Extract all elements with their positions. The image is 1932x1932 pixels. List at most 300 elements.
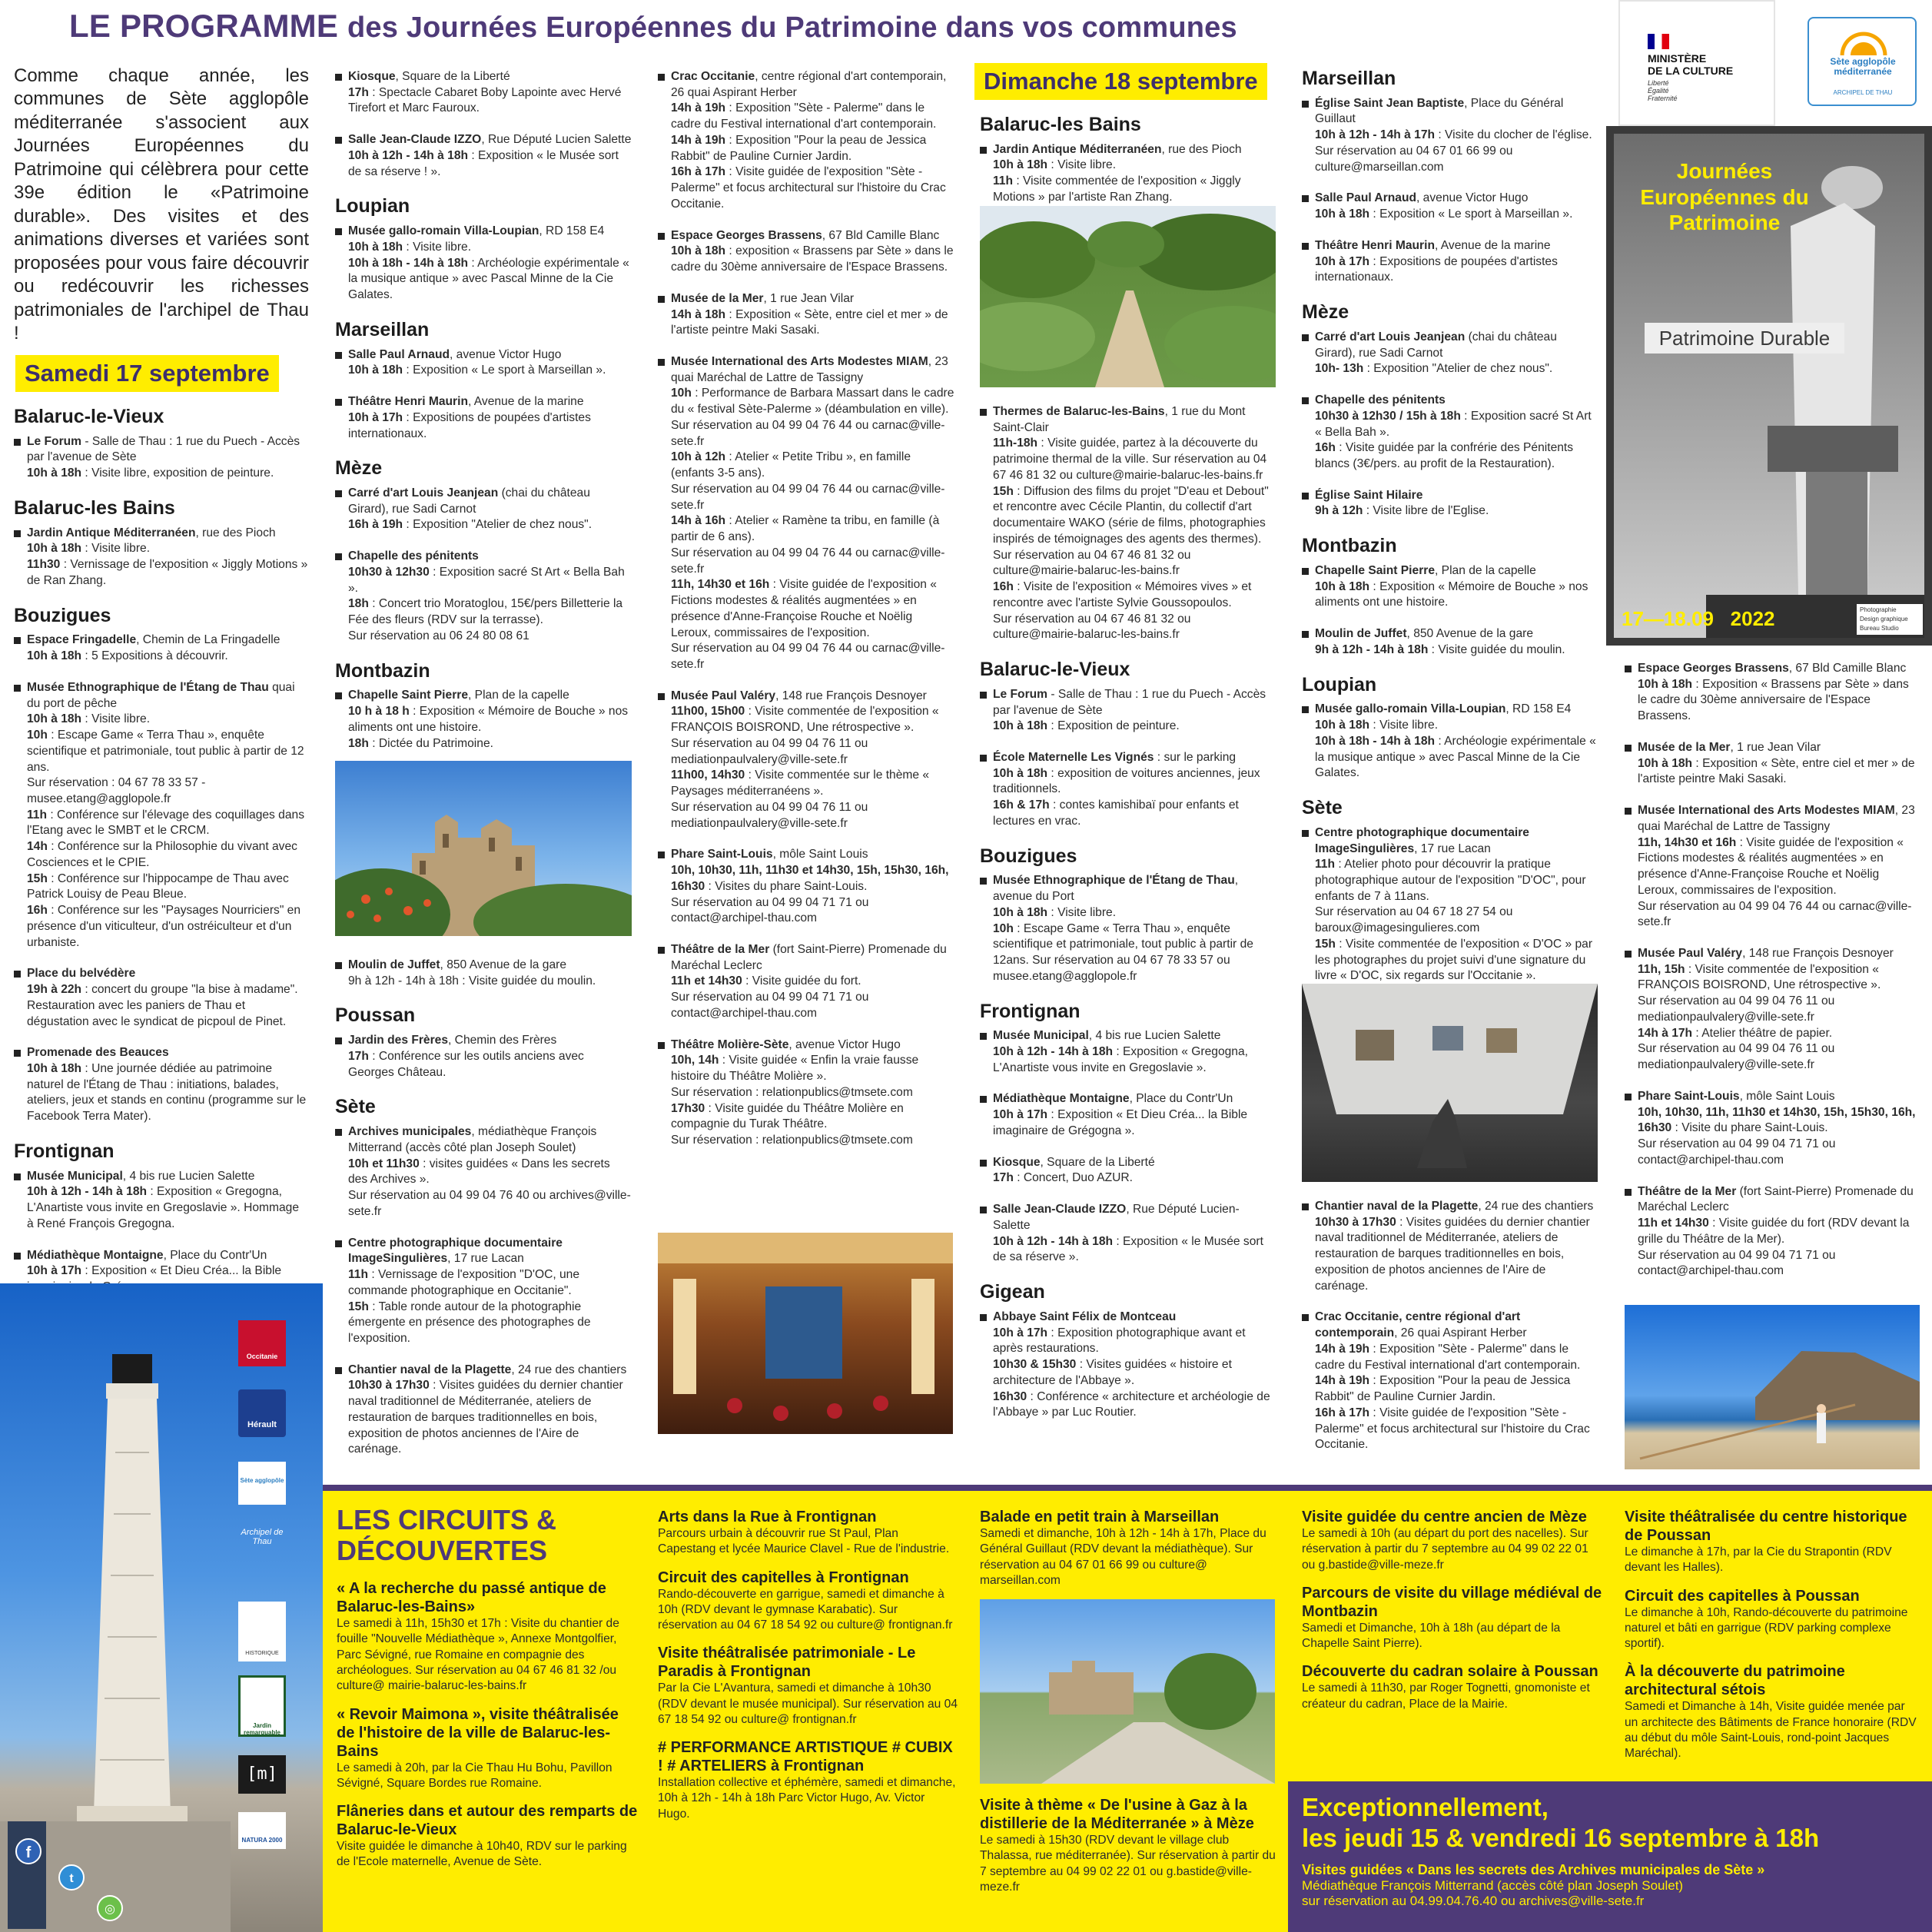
- schedule-line: [993, 1326, 1276, 1357]
- schedule-time: 10h: [993, 921, 1014, 935]
- program-entry: [335, 958, 632, 989]
- schedule-time: 17h: [348, 1049, 369, 1063]
- schedule-line: [348, 410, 632, 442]
- venue-name: Théâtre Molière-Sète: [671, 1037, 789, 1051]
- schedule-time: 18h: [348, 736, 369, 750]
- poster-subtitle-box: [1645, 323, 1844, 354]
- circuits-col-1: [337, 1505, 638, 1881]
- schedule-line: [348, 1378, 632, 1458]
- schedule-time: 10 h à 18 h: [348, 705, 410, 719]
- venue-name: Musée Municipal: [27, 1169, 123, 1183]
- schedule-time: 10h30 & 15h30: [993, 1358, 1077, 1372]
- schedule-text: : Visite de l'exposition « Mémoires vives » et rencontre avec l'artiste Sylvie Goussopoulos.: [993, 580, 1252, 609]
- schedule-time: 17h: [993, 1171, 1014, 1185]
- circuit-body: Installation collective et éphémère, samedi et dimanche, 10h à 12h - 14h à 18h Parc Victor Hugo, Av. Victor Hugo.: [658, 1776, 956, 1821]
- schedule-time: 10h à 17h: [993, 1108, 1048, 1122]
- day2-label: Dimanche 18 septembre: [974, 63, 1267, 100]
- venue-name: Musée gallo-romain Villa-Loupian: [348, 224, 539, 238]
- schedule-line: [27, 649, 309, 665]
- schedule-time: 16h à 17h: [1315, 1406, 1370, 1419]
- venue-address: , 67 Bld Camille Blanc: [822, 228, 940, 242]
- venue-address: , Place du Contr'Un: [1129, 1092, 1233, 1106]
- venue-address: , 148 rue François Desnoyer: [775, 689, 927, 702]
- schedule-line: [348, 363, 632, 379]
- schedule-time: 10h30 à 17h30: [348, 1379, 430, 1393]
- schedule-time: 10h à 17h: [348, 410, 403, 424]
- schedule-line: [1315, 857, 1598, 905]
- schedule-text: : Expositions de poupées d'artistes internationaux.: [1315, 254, 1558, 284]
- schedule-text: : visites guidées « Dans les secrets des Archives ».: [348, 1157, 610, 1187]
- schedule-text: : Exposition « Sète, entre ciel et mer » de l'artiste peintre Maki Sasaki.: [1638, 756, 1915, 786]
- schedule-time: 10h à 18h: [27, 466, 82, 480]
- schedule-line: [1315, 361, 1598, 377]
- venue-address: , Place du Contr'Un: [163, 1248, 267, 1262]
- circuit-title: Flâneries dans et autour des remparts de Balaruc-le-Vieux: [337, 1803, 638, 1839]
- circuit-body: Le samedi à 15h30 (RDV devant le village club Thalassa, rue méditerranée). Sur réservation à partir du 7 septembre au 04 99 02 22 01 ou g.bastide@ville-meze.fr: [980, 1834, 1276, 1894]
- venue-address: , rue des Pioch: [1161, 142, 1242, 156]
- photo-ruins: [980, 1599, 1275, 1784]
- exceptional-line1: Médiathèque François Mitterrand (accès côté plan Joseph Soulet): [1302, 1878, 1684, 1894]
- schedule-text: Sur réservation : relationpublics@tmsete.com: [671, 1085, 913, 1099]
- schedule-line: [1638, 1216, 1920, 1247]
- ministry-line2: DE LA CULTURE: [1648, 65, 1734, 77]
- schedule-text: : Exposition "Pour la peau de Jessica Rabbit" de Pauline Curnier Jardin.: [671, 133, 927, 163]
- schedule-time: 16h à 19h: [348, 518, 403, 532]
- venue-address: , avenue Victor Hugo: [788, 1037, 901, 1051]
- schedule-text: : Visite guidée de l'exposition « Fictions modestes & réalités augmentées » en présence d'Anne-Françoise Rouche et Noëlig Leroux, commissaires de l'exposition.: [1638, 835, 1904, 897]
- herault-logo: Hérault: [238, 1389, 286, 1437]
- schedule-line: [348, 256, 632, 304]
- town-name: Marseillan: [335, 318, 430, 340]
- schedule-line: [993, 436, 1276, 483]
- venue-name: Chapelle des pénitents: [348, 549, 479, 563]
- schedule-text: : Exposition « le Musée sort de sa réserve ».: [993, 1234, 1263, 1264]
- schedule-text: : Visite libre, exposition de peinture.: [81, 466, 274, 480]
- schedule-text: : Exposition "Atelier de chez nous".: [1363, 362, 1553, 376]
- program-entry: [980, 404, 1276, 643]
- schedule-text: : Atelier « Petite Tribu », en famille (enfants 3-5 ans).: [671, 450, 911, 480]
- circuit-title: Visite guidée du centre ancien de Mèze: [1302, 1509, 1587, 1525]
- schedule-time: 14h: [27, 840, 48, 854]
- schedule-line: [1315, 718, 1598, 734]
- schedule-line: [993, 579, 1276, 611]
- poster-credit3: Bureau Studio: [1860, 625, 1899, 632]
- town-name: Balaruc-le-Vieux: [980, 659, 1130, 681]
- circuit-title: Arts dans la Rue à Frontignan: [658, 1509, 877, 1525]
- schedule-time: 9h à 12h - 14h à 18h: [1315, 642, 1429, 656]
- col-6: [1625, 655, 1920, 1295]
- schedule-line: [671, 164, 954, 212]
- program-entry: [14, 1045, 309, 1125]
- schedule-time: 10h30 à 12h30 / 15h à 18h: [1315, 409, 1461, 423]
- schedule-text: : contes kamishibaï pour enfants et lectures en vrac.: [993, 798, 1239, 828]
- circuit-title: # PERFORMANCE ARTISTIQUE # CUBIX ! # ARTELIERS à Frontignan: [658, 1739, 953, 1775]
- program-entry: [658, 689, 954, 832]
- ruins-illustration: [980, 1599, 1275, 1784]
- schedule-time: 10h à 17h: [27, 1264, 82, 1278]
- day1-label: Samedi 17 septembre: [15, 355, 279, 392]
- schedule-text: : Concert trio Moratoglou, 15€/pers Billetterie la Fée des fleurs (RDV sur la terrasse).: [348, 597, 623, 627]
- ministry-motto1: Liberté: [1648, 79, 1669, 87]
- venue-address: , Plan de la capelle: [1435, 563, 1536, 577]
- venue-address: , 1 rue Jean Vilar: [1730, 740, 1821, 754]
- venue-name: Salle Jean-Claude IZZO: [348, 133, 482, 147]
- schedule-line: [27, 839, 309, 871]
- photo-theatre: [658, 1233, 953, 1434]
- schedule-line: [348, 240, 632, 256]
- venue-address: , Square de la Liberté: [395, 70, 510, 83]
- circuit-title: Circuit des capitelles à Poussan: [1625, 1587, 1860, 1605]
- program-entry: [1302, 191, 1598, 222]
- schedule-time: 11h, 14h30 et 16h: [671, 578, 770, 592]
- schedule-time: 14h à 19h: [1315, 1342, 1370, 1356]
- schedule-time: 15h: [993, 484, 1014, 498]
- schedule-time: 11h-18h: [993, 437, 1038, 450]
- program-entry: [14, 632, 309, 664]
- schedule-line: [1315, 937, 1598, 984]
- schedule-text: : Visite guidée de l'exposition "Sète - Palerme" et focus architectural sur l'histoire du Crac Occitanie.: [671, 165, 946, 211]
- schedule-time: 10h à 18h: [1315, 719, 1370, 732]
- schedule-text: Sur réservation : 04 67 78 33 57 - musee.etang@agglopole.fr: [27, 776, 206, 805]
- col-5a: [1302, 68, 1598, 1000]
- schedule-time: 19h à 22h: [27, 983, 82, 997]
- circuit-body: Parcours urbain à découvrir rue St Paul, Plan Capestang et lycée Maurice Clavel - Rue de l'industrie.: [658, 1527, 950, 1556]
- schedule-time: 11h: [27, 808, 48, 822]
- schedule-time: 15h: [348, 1300, 369, 1313]
- venue-name: Théâtre de la Mer: [1638, 1184, 1737, 1198]
- town-name: Sète: [335, 1096, 376, 1118]
- schedule-time: 10h à 17h: [993, 1326, 1048, 1339]
- schedule-line: [1315, 254, 1598, 286]
- page-title: [69, 8, 1237, 45]
- schedule-line: [993, 484, 1276, 548]
- schedule-text: : Visites guidées du dernier chantier naval traditionnel de Méditerranée, ateliers de restauration de barques traditionnelles en bois, exposition de photos anciennes de l'Aire de carénage.: [348, 1379, 623, 1456]
- schedule-line: [348, 704, 632, 735]
- schedule-line: [1638, 1105, 1920, 1137]
- schedule-line: [1315, 1342, 1598, 1373]
- agglo-sub: ARCHIPEL DE THAU: [1833, 89, 1893, 96]
- venue-name: Chantier naval de la Plagette: [1315, 1200, 1479, 1213]
- venue-name: Chapelle Saint Pierre: [1315, 563, 1435, 577]
- schedule-line: [671, 990, 954, 1021]
- schedule-text: : Exposition "Sète - Palerme" dans le cadre du Festival international d'art contemporain.: [1315, 1342, 1581, 1372]
- schedule-text: : Visites du phare Saint-Louis.: [705, 879, 868, 893]
- schedule-time: 17h: [348, 85, 369, 99]
- day1-box: [15, 355, 279, 392]
- program-entry: [980, 873, 1276, 984]
- program-entry: [658, 69, 954, 213]
- musee-logo: [m]: [238, 1755, 286, 1794]
- facebook-icon[interactable]: f: [15, 1838, 41, 1864]
- schedule-text: : concert du groupe "la bise à madame". Restauration avec les paniers de Thau et dégustation avec le syndicat de picpoul de Pinet.: [27, 983, 298, 1028]
- venue-name: Centre photographique documentaire ImageSingulières: [1315, 825, 1529, 855]
- schedule-line: [671, 482, 954, 513]
- schedule-line: [993, 1234, 1276, 1266]
- program-entry: [658, 847, 954, 927]
- circuit-body: Visite guidée le dimanche à 10h40, RDV sur le parking de l'Ecole maternelle, Avenue de Sète.: [337, 1840, 627, 1869]
- schedule-text: Sur réservation au 04 67 46 81 32 ou culture@mairie-balaruc-les-bains.fr: [993, 612, 1191, 642]
- schedule-text: Sur réservation au 04 99 04 71 71 ou contact@archipel-thau.com: [1638, 1137, 1836, 1167]
- schedule-line: [671, 736, 954, 768]
- schedule-time: 14h à 19h: [671, 133, 726, 147]
- town-name: Balaruc-les Bains: [14, 496, 175, 519]
- venue-name: Kiosque: [993, 1155, 1041, 1169]
- venue-address: (chai du château Girard), rue Sadi Carnot: [1315, 330, 1557, 360]
- program-entry: [658, 354, 954, 673]
- jardin-remarquable-logo: Jardin remarquable: [238, 1675, 286, 1737]
- schedule-time: 10h à 18h: [993, 905, 1048, 919]
- venue-name: Phare Saint-Louis: [671, 848, 773, 861]
- venue-name: Le Forum: [27, 434, 82, 448]
- schedule-line: [671, 800, 954, 832]
- program-entry: [1302, 825, 1598, 984]
- schedule-time: 10h à 18h: [27, 649, 82, 663]
- schedule-text: : Escape Game « Terra Thau », enquête scientifique et patrimoniale, tout public à partir de 12 ans.: [27, 729, 304, 774]
- schedule-line: [1315, 579, 1598, 611]
- schedule-line: [27, 903, 309, 951]
- venue-name: Kiosque: [348, 70, 396, 83]
- venue-name: Théâtre de la Mer: [671, 942, 770, 956]
- schedule-text: : Exposition « Et Dieu Créa... la Bible: [85, 1264, 282, 1278]
- venue-address: , 67 Bld Camille Blanc: [1788, 662, 1907, 675]
- schedule-text: : Visite libre.: [81, 542, 151, 556]
- program-entry: [1625, 946, 1920, 1074]
- schedule-line: [27, 775, 309, 807]
- venue-address: , rue des Pioch: [195, 526, 276, 539]
- circuit-body: Par la Cie L'Avantura, samedi et dimanche à 10h30 (RDV devant le musée municipal). Sur réservation au 04 67 18 54 92 ou culture@ frontignan.fr: [658, 1681, 958, 1726]
- schedule-line: [348, 85, 632, 117]
- circuit-title: Parcours de visite du village médiéval de Montbazin: [1302, 1584, 1602, 1620]
- abbey-illustration: [335, 761, 632, 936]
- schedule-line: [671, 974, 954, 990]
- circuits-list-3: [980, 1508, 1281, 1588]
- schedule-time: 10h, 10h30, 11h, 11h30 et 14h30, 15h, 15h30, 16h, 16h30: [671, 864, 949, 893]
- schedule-time: 11h, 15h: [1638, 962, 1685, 976]
- schedule-line: [348, 629, 632, 645]
- schedule-text: : Spectacle Cabaret Boby Lapointe avec Hervé Tirefort et Marc Fauroux.: [348, 85, 622, 115]
- beach-illustration: [1625, 1305, 1920, 1469]
- marianne-icon: [1648, 34, 1669, 49]
- schedule-text: : Exposition « Mémoire de Bouche » nos aliments ont une histoire.: [348, 705, 629, 734]
- program-entry: [335, 224, 632, 304]
- venue-name: Médiathèque Montaigne: [27, 1248, 164, 1262]
- schedule-time: 16h: [993, 580, 1014, 594]
- venue-address: , Place du Général Guillaut: [1315, 96, 1564, 126]
- circuit-body: Samedi et Dimanche, 10h à 18h (au départ de la Chapelle Saint Pierre).: [1302, 1621, 1561, 1651]
- venue-name: Médiathèque Montaigne: [993, 1092, 1130, 1106]
- schedule-text: : Archéologie expérimentale « la musique antique » avec Pascal Minne de la Cie Galates.: [348, 256, 629, 302]
- schedule-time: 14h à 19h: [671, 101, 726, 115]
- instagram-icon[interactable]: ◎: [97, 1895, 123, 1921]
- circuit-body: Rando-découverte en garrigue, samedi et dimanche à 10h (RDV devant le gymnase Karabatic). Sur réservation au 04 67 18 54 92 ou culture@ frontignan.fr: [658, 1587, 953, 1632]
- program-entry: [1302, 1199, 1598, 1294]
- schedule-text: : Visite du phare Saint-Louis.: [1671, 1121, 1828, 1135]
- schedule-text: Sur réservation au 04 99 04 71 71 ou contact@archipel-thau.com: [1638, 1248, 1836, 1278]
- schedule-time: 10h à 18h: [27, 542, 82, 556]
- venue-address: - Salle de Thau : 1 rue du Puech - Accès par l'avenue de Sète: [993, 687, 1266, 717]
- program-entry: [1625, 803, 1920, 931]
- col-2b: [335, 951, 632, 1473]
- schedule-text: Sur réservation au 04 67 18 27 54 ou baroux@imagesingulieres.com: [1315, 905, 1513, 935]
- venue-name: Église Saint Hilaire: [1315, 488, 1423, 502]
- schedule-text: : Exposition sacré St Art « Bella Bah ».: [1315, 409, 1592, 439]
- program-entry: [335, 688, 632, 752]
- program-entry: [335, 486, 632, 533]
- schedule-text: : Visite libre.: [403, 240, 472, 254]
- schedule-text: : Concert, Duo AZUR.: [1013, 1171, 1133, 1185]
- schedule-text: Sur réservation au 04 99 04 76 44 ou carnac@ville-sete.fr: [671, 546, 945, 576]
- schedule-line: [993, 719, 1276, 735]
- town-name: Frontignan: [980, 1000, 1081, 1022]
- poster-credit2: Design graphique: [1860, 616, 1908, 622]
- schedule-line: [671, 768, 954, 799]
- schedule-text: Sur réservation au 04 99 04 71 71 ou contact@archipel-thau.com: [671, 991, 869, 1020]
- venue-name: Espace Georges Brassens: [671, 228, 822, 242]
- program-entry: [335, 347, 632, 379]
- twitter-icon[interactable]: t: [58, 1864, 85, 1891]
- schedule-line: [1315, 128, 1598, 175]
- venue-name: Le Forum: [993, 687, 1048, 701]
- venue-name: Salle Paul Arnaud: [348, 347, 450, 361]
- schedule-text: : Exposition "Pour la peau de Jessica Rabbit" de Pauline Curnier Jardin.: [1315, 1374, 1571, 1404]
- venue-name: Musée International des Arts Modestes MIAM: [1638, 804, 1895, 818]
- schedule-text: Sur réservation : relationpublics@tmsete.com: [671, 1134, 913, 1147]
- venue-address: , 23 quai Maréchal de Lattre de Tassigny: [1638, 804, 1915, 833]
- col-2a: [335, 63, 632, 767]
- program-entry: [14, 434, 309, 482]
- program-entry: [980, 1202, 1276, 1266]
- venue-name: Crac Occitanie: [671, 70, 755, 83]
- town-name: Bouzigues: [980, 845, 1077, 867]
- schedule-text: Sur réservation au 04 99 04 71 71 ou contact@archipel-thau.com: [671, 895, 869, 925]
- circuits-col-4: [1302, 1508, 1603, 1723]
- schedule-line: [993, 1107, 1276, 1139]
- poster-dates: 17—18.09 2022: [1622, 607, 1775, 630]
- schedule-text: Sur réservation au 04 67 46 81 32 ou culture@mairie-balaruc-les-bains.fr: [993, 548, 1191, 578]
- venue-address: , Chemin des Frères: [448, 1034, 557, 1047]
- schedule-line: [671, 704, 954, 735]
- schedule-time: 10h à 18h - 14h à 18h: [348, 256, 469, 270]
- circuit-title: À la découverte du patrimoine architectural sétois: [1625, 1663, 1845, 1699]
- schedule-time: 14h à 17h: [1638, 1026, 1693, 1040]
- schedule-text: : Une journée dédiée au patrimoine naturel de l'Étang de Thau : initiations, balades, ateliers, jeux et stands en continu (programme sur le Facebook Terra Mater).: [27, 1062, 307, 1124]
- program-entry: [14, 966, 309, 1030]
- circuit-body: Samedi et dimanche, 10h à 12h - 14h à 17h, Place du Général Guillaut (RDV devant la médiathèque). Sur réservation au 04 67 01 66 99 ou culture@ marseillan.com: [980, 1527, 1266, 1587]
- venue-address: , 4 bis rue Lucien Salette: [1088, 1029, 1221, 1043]
- venue-name: Chapelle des pénitents: [1315, 393, 1446, 407]
- schedule-time: 9h à 12h: [1315, 504, 1363, 518]
- schedule-text: Sur réservation au 04 99 04 76 44 ou carnac@ville-sete.fr: [671, 642, 945, 671]
- ministry-line1: MINISTÈRE: [1648, 52, 1707, 65]
- schedule-line: [1315, 905, 1598, 936]
- program-entry: [14, 1169, 309, 1233]
- venue-address: , 850 Avenue de la gare: [440, 958, 566, 971]
- schedule-text: : Atelier théâtre de papier.: [1692, 1026, 1833, 1040]
- schedule-text: : exposition « Brassens par Sète » dans le cadre du 30ème anniversaire de l'Espace Brassens.: [671, 244, 954, 274]
- venue-name: Moulin de Juffet: [348, 958, 440, 971]
- schedule-text: : Visite libre.: [81, 712, 151, 726]
- schedule-line: [27, 728, 309, 775]
- venue-address: : sur le parking: [1154, 750, 1237, 764]
- town-name: Bouzigues: [14, 604, 111, 626]
- gallery-illustration: [1302, 984, 1598, 1182]
- poster-credit1: Photographie: [1860, 606, 1897, 613]
- schedule-time: 10h à 18h: [348, 363, 403, 377]
- schedule-line: [671, 1085, 954, 1101]
- schedule-time: 11h00, 15h00: [671, 705, 745, 719]
- schedule-line: [27, 871, 309, 903]
- venue-name: Théâtre Henri Maurin: [1315, 238, 1435, 252]
- schedule-text: : Conférence sur les outils anciens avec Georges Château.: [348, 1049, 584, 1079]
- photo-gallery: [1302, 984, 1598, 1182]
- agglo-name: Sète agglopôle méditerranée: [1830, 56, 1896, 78]
- exceptional-box: [1288, 1781, 1932, 1932]
- program-entry: [1302, 702, 1598, 782]
- schedule-line: [993, 174, 1276, 205]
- schedule-line: [348, 1049, 632, 1081]
- schedule-time: 14h à 16h: [671, 514, 726, 528]
- exceptional-line2: sur réservation au 04.99.04.76.40 ou archives@ville-sete.fr: [1302, 1894, 1645, 1909]
- venue-address: , Plan de la capelle: [468, 689, 569, 702]
- schedule-text: : Atelier « Ramène ta tribu, en famille (à partir de 6 ans).: [671, 514, 940, 544]
- circuits-col-3: [980, 1508, 1281, 1906]
- schedule-time: 15h: [1315, 937, 1336, 951]
- natura-logo: NATURA 2000: [238, 1812, 286, 1849]
- circuits-divider: [323, 1485, 1932, 1491]
- lighthouse-panel: [0, 1283, 323, 1932]
- program-entry: [1625, 1184, 1920, 1280]
- schedule-text: Sur réservation au 06 24 80 08 61: [348, 629, 529, 642]
- schedule-text: : Conférence « architecture et archéologie de l'Abbaye » par Luc Routier.: [993, 1389, 1270, 1419]
- venue-name: Moulin de Juffet: [1315, 627, 1407, 641]
- schedule-time: 10h à 18h: [1638, 756, 1693, 770]
- program-entry: [335, 1033, 632, 1081]
- schedule-time: 10h à 18h: [348, 240, 403, 254]
- schedule-line: [993, 766, 1276, 798]
- schedule-time: 10h à 12h - 14h à 17h: [1315, 128, 1436, 142]
- schedule-text: : Performance de Barbara Massart dans le cadre du « festival Sète-Palerme » (déambulation en ville). Sur réservation au 04 99 04 76 44 ou carnac@ville-sete.fr: [671, 387, 954, 448]
- venue-address: quai du port de pêche: [27, 680, 295, 710]
- venue-address: , 17 rue Lacan: [1414, 842, 1491, 855]
- venue-address: (fort Saint-Pierre) Promenade du Maréchal Leclerc: [671, 942, 947, 972]
- schedule-time: 10h à 18h: [993, 766, 1048, 780]
- venue-address: , 24 rue des chantiers: [511, 1363, 627, 1376]
- schedule-time: 10h30 à 17h30: [1315, 1215, 1396, 1229]
- schedule-time: 17h30: [671, 1101, 705, 1115]
- schedule-text: : Exposition « Gregogna, L'Anartiste vous invite en Gregoslavie ». Hommage à René François Gregogna.: [27, 1185, 300, 1230]
- schedule-line: [27, 541, 309, 557]
- schedule-text: Sur réservation au 04 99 04 76 11 ou mediationpaulvalery@ville-sete.fr: [1638, 994, 1835, 1024]
- schedule-line: [671, 513, 954, 545]
- schedule-time: 15h: [27, 871, 48, 885]
- schedule-time: 10h: [671, 387, 692, 400]
- program-entry: [335, 394, 632, 442]
- circuit-body: Samedi et Dimanche à 14h, Visite guidée menée par un architecte des Bâtiments de France honoraire (RDV au début du môle Saint-Louis, rond-point Jacques Maréchal).: [1625, 1700, 1917, 1761]
- venue-address: , 17 rue Lacan: [447, 1252, 524, 1266]
- circuit-body: Le samedi à 10h (au départ du port des nacelles). Sur réservation à partir du 7 septembre au 04 99 02 22 01 ou g.bastide@ville-meze.fr: [1302, 1527, 1588, 1572]
- schedule-text: Sur réservation au 04 99 04 76 44 ou carnac@ville-sete.fr: [1638, 899, 1912, 929]
- schedule-line: [1315, 409, 1598, 440]
- circuits-col-5: [1625, 1508, 1917, 1772]
- schedule-line: [348, 1300, 632, 1347]
- theatre-illustration: [658, 1233, 953, 1434]
- schedule-text: Sur réservation au 04 99 04 76 40 ou archives@ville-sete.fr: [348, 1189, 631, 1218]
- schedule-line: [1638, 962, 1920, 994]
- schedule-time: 10h à 18h: [993, 158, 1048, 172]
- schedule-text: : Visite guidée du Théâtre Molière en compagnie du Turak Théâtre.: [671, 1101, 904, 1131]
- venue-name: Musée Paul Valéry: [1638, 947, 1743, 961]
- schedule-text: : Exposition photographique avant et après restaurations.: [993, 1326, 1246, 1356]
